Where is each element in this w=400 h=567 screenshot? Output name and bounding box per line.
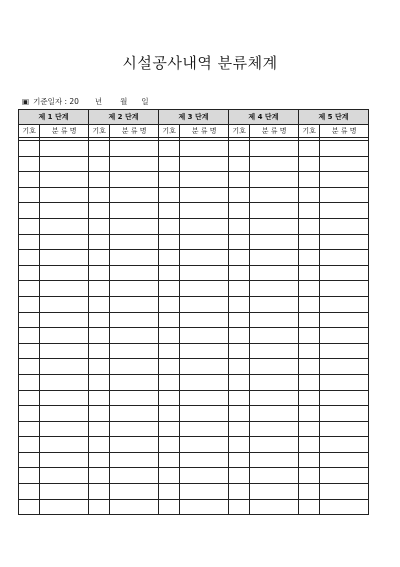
table-row	[19, 406, 369, 422]
name-cell	[250, 484, 299, 500]
name-cell	[180, 156, 229, 172]
code-cell	[228, 406, 249, 422]
name-cell	[110, 421, 159, 437]
name-cell	[110, 390, 159, 406]
name-cell	[250, 250, 299, 266]
code-cell	[158, 359, 179, 375]
code-cell	[298, 468, 319, 484]
name-cell	[320, 265, 369, 281]
code-cell	[298, 203, 319, 219]
code-cell	[19, 343, 40, 359]
name-cell	[250, 359, 299, 375]
code-cell	[298, 172, 319, 188]
code-cell	[158, 390, 179, 406]
code-cell	[158, 406, 179, 422]
table-row	[19, 312, 369, 328]
name-cell	[40, 452, 89, 468]
code-cell	[19, 328, 40, 344]
code-cell	[158, 234, 179, 250]
name-cell	[250, 468, 299, 484]
code-cell	[19, 203, 40, 219]
name-cell	[320, 359, 369, 375]
code-cell	[88, 234, 109, 250]
name-cell	[320, 421, 369, 437]
name-cell	[250, 437, 299, 453]
name-cell	[110, 406, 159, 422]
name-cell	[40, 421, 89, 437]
name-cell	[250, 281, 299, 297]
name-cell	[180, 359, 229, 375]
name-cell	[110, 359, 159, 375]
table-row	[19, 187, 369, 203]
code-cell	[19, 359, 40, 375]
code-cell	[19, 281, 40, 297]
code-cell	[19, 265, 40, 281]
code-cell	[158, 374, 179, 390]
code-cell	[19, 250, 40, 266]
code-cell	[228, 328, 249, 344]
name-cell	[320, 187, 369, 203]
code-cell	[88, 421, 109, 437]
name-cell	[110, 328, 159, 344]
table-row	[19, 499, 369, 515]
name-cell	[180, 437, 229, 453]
code-cell	[228, 250, 249, 266]
code-cell	[19, 187, 40, 203]
code-cell	[298, 312, 319, 328]
name-cell	[40, 312, 89, 328]
name-cell	[110, 156, 159, 172]
name-cell	[320, 203, 369, 219]
table-row	[19, 250, 369, 266]
reference-date-line	[22, 96, 153, 107]
code-cell	[298, 484, 319, 500]
code-cell	[298, 281, 319, 297]
code-cell	[19, 312, 40, 328]
name-cell	[180, 468, 229, 484]
code-cell	[228, 187, 249, 203]
code-cell	[228, 156, 249, 172]
name-cell	[320, 452, 369, 468]
name-cell	[320, 437, 369, 453]
code-cell	[88, 343, 109, 359]
name-cell	[110, 468, 159, 484]
name-header: 분 류 명	[180, 125, 229, 138]
name-cell	[320, 499, 369, 515]
code-cell	[19, 421, 40, 437]
name-cell	[180, 172, 229, 188]
name-cell	[250, 452, 299, 468]
code-cell	[228, 374, 249, 390]
name-cell	[40, 374, 89, 390]
name-cell	[40, 484, 89, 500]
name-cell	[250, 234, 299, 250]
code-cell	[228, 296, 249, 312]
code-cell	[298, 265, 319, 281]
code-cell	[88, 452, 109, 468]
name-cell	[320, 468, 369, 484]
code-cell	[88, 172, 109, 188]
code-cell	[19, 437, 40, 453]
code-cell	[88, 296, 109, 312]
name-cell	[40, 203, 89, 219]
code-cell	[158, 218, 179, 234]
code-cell	[228, 484, 249, 500]
name-header: 분 류 명	[320, 125, 369, 138]
name-cell	[180, 406, 229, 422]
table-row	[19, 421, 369, 437]
code-cell	[88, 250, 109, 266]
date-label: 기준일자 : 20	[33, 97, 79, 106]
name-cell	[320, 281, 369, 297]
name-cell	[180, 187, 229, 203]
code-cell	[19, 156, 40, 172]
code-cell	[88, 281, 109, 297]
code-cell	[88, 406, 109, 422]
code-cell	[19, 484, 40, 500]
code-cell	[158, 452, 179, 468]
code-cell	[298, 343, 319, 359]
name-cell	[180, 452, 229, 468]
code-cell	[298, 390, 319, 406]
table-row	[19, 437, 369, 453]
table-row	[19, 265, 369, 281]
name-cell	[40, 406, 89, 422]
name-cell	[40, 499, 89, 515]
code-cell	[19, 468, 40, 484]
name-cell	[110, 452, 159, 468]
name-cell	[40, 141, 89, 157]
name-cell	[40, 250, 89, 266]
code-cell	[88, 218, 109, 234]
code-cell	[88, 187, 109, 203]
code-cell	[88, 141, 109, 157]
code-cell	[19, 296, 40, 312]
name-cell	[320, 484, 369, 500]
code-cell	[228, 265, 249, 281]
name-cell	[40, 437, 89, 453]
code-cell	[298, 156, 319, 172]
code-header: 기호	[298, 125, 319, 138]
code-cell	[298, 421, 319, 437]
code-cell	[298, 499, 319, 515]
code-cell	[158, 499, 179, 515]
table-row	[19, 141, 369, 157]
name-header: 분 류 명	[250, 125, 299, 138]
name-cell	[40, 234, 89, 250]
code-cell	[19, 374, 40, 390]
name-cell	[320, 218, 369, 234]
name-cell	[250, 328, 299, 344]
code-cell	[88, 359, 109, 375]
code-cell	[228, 343, 249, 359]
name-cell	[110, 312, 159, 328]
code-cell	[158, 312, 179, 328]
name-cell	[320, 141, 369, 157]
table-row	[19, 468, 369, 484]
name-cell	[40, 172, 89, 188]
name-cell	[180, 374, 229, 390]
name-header: 분 류 명	[40, 125, 89, 138]
name-cell	[180, 390, 229, 406]
name-cell	[110, 281, 159, 297]
name-cell	[110, 187, 159, 203]
name-cell	[110, 437, 159, 453]
code-cell	[88, 437, 109, 453]
table-row	[19, 156, 369, 172]
name-cell	[320, 406, 369, 422]
code-cell	[298, 359, 319, 375]
table-row	[19, 203, 369, 219]
name-cell	[250, 187, 299, 203]
code-cell	[228, 141, 249, 157]
name-cell	[180, 484, 229, 500]
code-cell	[298, 234, 319, 250]
name-cell	[40, 187, 89, 203]
code-cell	[298, 187, 319, 203]
table-row	[19, 343, 369, 359]
table-row	[19, 484, 369, 500]
code-cell	[158, 156, 179, 172]
name-cell	[320, 343, 369, 359]
name-cell	[320, 234, 369, 250]
code-cell	[228, 312, 249, 328]
code-cell	[158, 203, 179, 219]
code-header: 기호	[228, 125, 249, 138]
name-cell	[180, 281, 229, 297]
table-row	[19, 374, 369, 390]
name-cell	[110, 265, 159, 281]
code-cell	[88, 499, 109, 515]
name-cell	[180, 421, 229, 437]
code-cell	[158, 343, 179, 359]
stage-3-header: 제 3 단계	[158, 110, 228, 125]
table-row	[19, 234, 369, 250]
code-cell	[158, 265, 179, 281]
code-cell	[228, 468, 249, 484]
name-cell	[110, 203, 159, 219]
code-cell	[88, 390, 109, 406]
code-cell	[158, 328, 179, 344]
name-cell	[110, 250, 159, 266]
name-cell	[40, 281, 89, 297]
name-cell	[250, 203, 299, 219]
table-row	[19, 296, 369, 312]
document-title: 시설공사내역 분류체계	[122, 54, 278, 72]
name-cell	[110, 484, 159, 500]
code-cell	[298, 452, 319, 468]
name-cell	[250, 265, 299, 281]
code-cell	[298, 437, 319, 453]
name-cell	[250, 218, 299, 234]
code-cell	[228, 421, 249, 437]
code-cell	[158, 484, 179, 500]
name-cell	[250, 312, 299, 328]
code-cell	[228, 218, 249, 234]
code-cell	[19, 141, 40, 157]
name-cell	[110, 234, 159, 250]
name-cell	[250, 156, 299, 172]
code-cell	[88, 156, 109, 172]
name-cell	[180, 250, 229, 266]
name-cell	[40, 218, 89, 234]
date-marker-icon: ▣	[22, 97, 30, 106]
name-cell	[40, 296, 89, 312]
name-cell	[180, 296, 229, 312]
name-cell	[40, 468, 89, 484]
table-row	[19, 172, 369, 188]
table-row	[19, 218, 369, 234]
code-cell	[158, 437, 179, 453]
code-cell	[19, 406, 40, 422]
name-cell	[110, 343, 159, 359]
code-cell	[228, 281, 249, 297]
name-cell	[40, 265, 89, 281]
name-cell	[250, 499, 299, 515]
name-cell	[320, 312, 369, 328]
code-cell	[228, 172, 249, 188]
name-cell	[110, 218, 159, 234]
code-cell	[19, 452, 40, 468]
code-header: 기호	[19, 125, 40, 138]
table-row	[19, 359, 369, 375]
name-cell	[110, 374, 159, 390]
name-cell	[110, 499, 159, 515]
code-cell	[158, 187, 179, 203]
stage-1-header: 제 1 단계	[19, 110, 89, 125]
code-header: 기호	[158, 125, 179, 138]
name-cell	[180, 141, 229, 157]
code-cell	[228, 359, 249, 375]
name-cell	[250, 172, 299, 188]
code-cell	[19, 234, 40, 250]
code-cell	[19, 390, 40, 406]
code-cell	[228, 203, 249, 219]
name-cell	[40, 328, 89, 344]
code-cell	[88, 484, 109, 500]
name-cell	[250, 421, 299, 437]
code-header: 기호	[88, 125, 109, 138]
code-cell	[19, 172, 40, 188]
table-row	[19, 281, 369, 297]
stage-5-header: 제 5 단계	[298, 110, 368, 125]
name-cell	[320, 172, 369, 188]
name-header: 분 류 명	[110, 125, 159, 138]
code-cell	[158, 281, 179, 297]
stage-2-header: 제 2 단계	[88, 110, 158, 125]
code-cell	[228, 499, 249, 515]
code-cell	[158, 296, 179, 312]
code-cell	[88, 328, 109, 344]
name-cell	[110, 296, 159, 312]
date-month: 월	[120, 97, 128, 106]
name-cell	[250, 343, 299, 359]
name-cell	[180, 499, 229, 515]
name-cell	[40, 390, 89, 406]
name-cell	[320, 250, 369, 266]
name-cell	[250, 406, 299, 422]
name-cell	[40, 343, 89, 359]
code-cell	[228, 234, 249, 250]
code-cell	[158, 421, 179, 437]
code-cell	[298, 250, 319, 266]
code-cell	[298, 374, 319, 390]
name-cell	[250, 296, 299, 312]
table-body	[19, 138, 369, 515]
date-year: 년	[94, 97, 103, 106]
name-cell	[40, 156, 89, 172]
name-cell	[250, 374, 299, 390]
name-cell	[40, 359, 89, 375]
name-cell	[180, 203, 229, 219]
code-cell	[228, 437, 249, 453]
name-cell	[320, 374, 369, 390]
table-row	[19, 452, 369, 468]
name-cell	[110, 172, 159, 188]
code-cell	[88, 203, 109, 219]
table-row	[19, 390, 369, 406]
date-day: 일	[141, 97, 149, 106]
name-cell	[320, 296, 369, 312]
code-cell	[19, 499, 40, 515]
code-cell	[228, 390, 249, 406]
code-cell	[228, 452, 249, 468]
code-cell	[158, 141, 179, 157]
code-cell	[88, 265, 109, 281]
table-row	[19, 328, 369, 344]
code-cell	[158, 468, 179, 484]
code-cell	[158, 172, 179, 188]
code-cell	[88, 374, 109, 390]
code-cell	[298, 296, 319, 312]
classification-table	[18, 109, 369, 515]
name-cell	[250, 390, 299, 406]
code-cell	[298, 218, 319, 234]
name-cell	[320, 328, 369, 344]
stage-4-header: 제 4 단계	[228, 110, 298, 125]
name-cell	[110, 141, 159, 157]
name-cell	[320, 390, 369, 406]
code-cell	[298, 328, 319, 344]
code-cell	[158, 250, 179, 266]
name-cell	[180, 328, 229, 344]
name-cell	[180, 234, 229, 250]
code-cell	[19, 218, 40, 234]
code-cell	[88, 468, 109, 484]
name-cell	[320, 156, 369, 172]
code-cell	[298, 406, 319, 422]
name-cell	[180, 312, 229, 328]
code-cell	[298, 141, 319, 157]
name-cell	[180, 343, 229, 359]
code-cell	[88, 312, 109, 328]
name-cell	[250, 141, 299, 157]
name-cell	[180, 218, 229, 234]
name-cell	[180, 265, 229, 281]
